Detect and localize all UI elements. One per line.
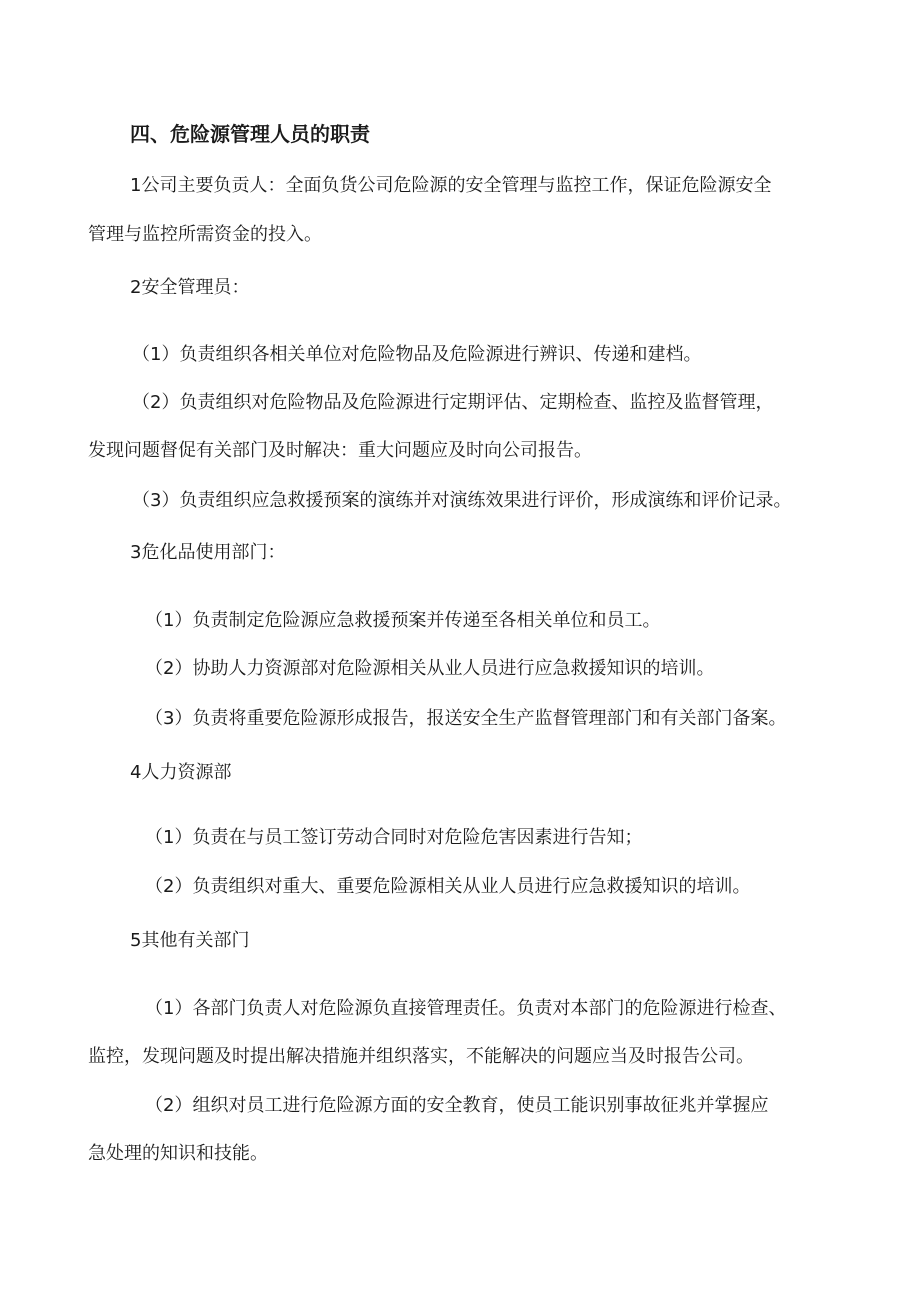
s1-line-1: 1公司主要负贡人：全面负货公司危险源的安全管理与监控工作，保证危险源安全 <box>130 175 772 196</box>
s3-item-2: （2）协助人力资源部对危险源相关从业人员进行应急救援知识的培训。 <box>145 658 715 679</box>
s4-item-1: （1）负责在与员工签订劳动合同时对危险危害因素进行告知； <box>145 827 643 848</box>
s1-line-2: 管理与监控所需资金的投入。 <box>88 224 322 245</box>
section-heading: 四、危险源管理人员的职责 <box>130 122 370 146</box>
s5-item-1-line-2: 监控，发现问题及时提出解决措施并组织落实，不能解决的问题应当及时报告公司。 <box>88 1046 754 1067</box>
s5-item-1-line-1: （1）各部门负责人对危险源负直接管理责任。负责对本部门的危险源进行检查、 <box>145 998 787 1019</box>
s5-item-2-line-1: （2）组织对员工进行危险源方面的安全教育，使员工能识别事故征兆并掌握应 <box>145 1095 769 1116</box>
s3-title: 3危化品使用部门： <box>130 542 286 563</box>
s5-item-2-line-2: 急处理的知识和技能。 <box>88 1143 268 1164</box>
s3-item-3: （3）负责将重要危险源形成报告，报送安全生产监督管理部门和有关部门备案。 <box>145 708 787 729</box>
s4-title: 4人力资源部 <box>130 762 232 783</box>
s3-item-1: （1）负责制定危险源应急救援预案并传递至各相关单位和员工。 <box>145 610 661 631</box>
s2-item-2-line-1: （2）负责组织对危险物品及危险源进行定期评估、定期检查、监控及监督管理， <box>132 392 774 413</box>
s5-title: 5其他有关部门 <box>130 930 250 951</box>
s2-item-2-line-2: 发现问题督促有关部门及时解决：重大问题应及时向公司报告。 <box>88 440 592 461</box>
s2-title: 2安全管理员： <box>130 277 250 298</box>
s2-item-3: （3）负责组织应急救援预案的演练并对演练效果进行评价，形成演练和评价记录。 <box>132 490 792 511</box>
s2-item-1: （1）负责组织各相关单位对危险物品及危险源进行辨识、传递和建档。 <box>132 344 702 365</box>
s4-item-2: （2）负责组织对重大、重要危险源相关从业人员进行应急救援知识的培训。 <box>145 876 751 897</box>
